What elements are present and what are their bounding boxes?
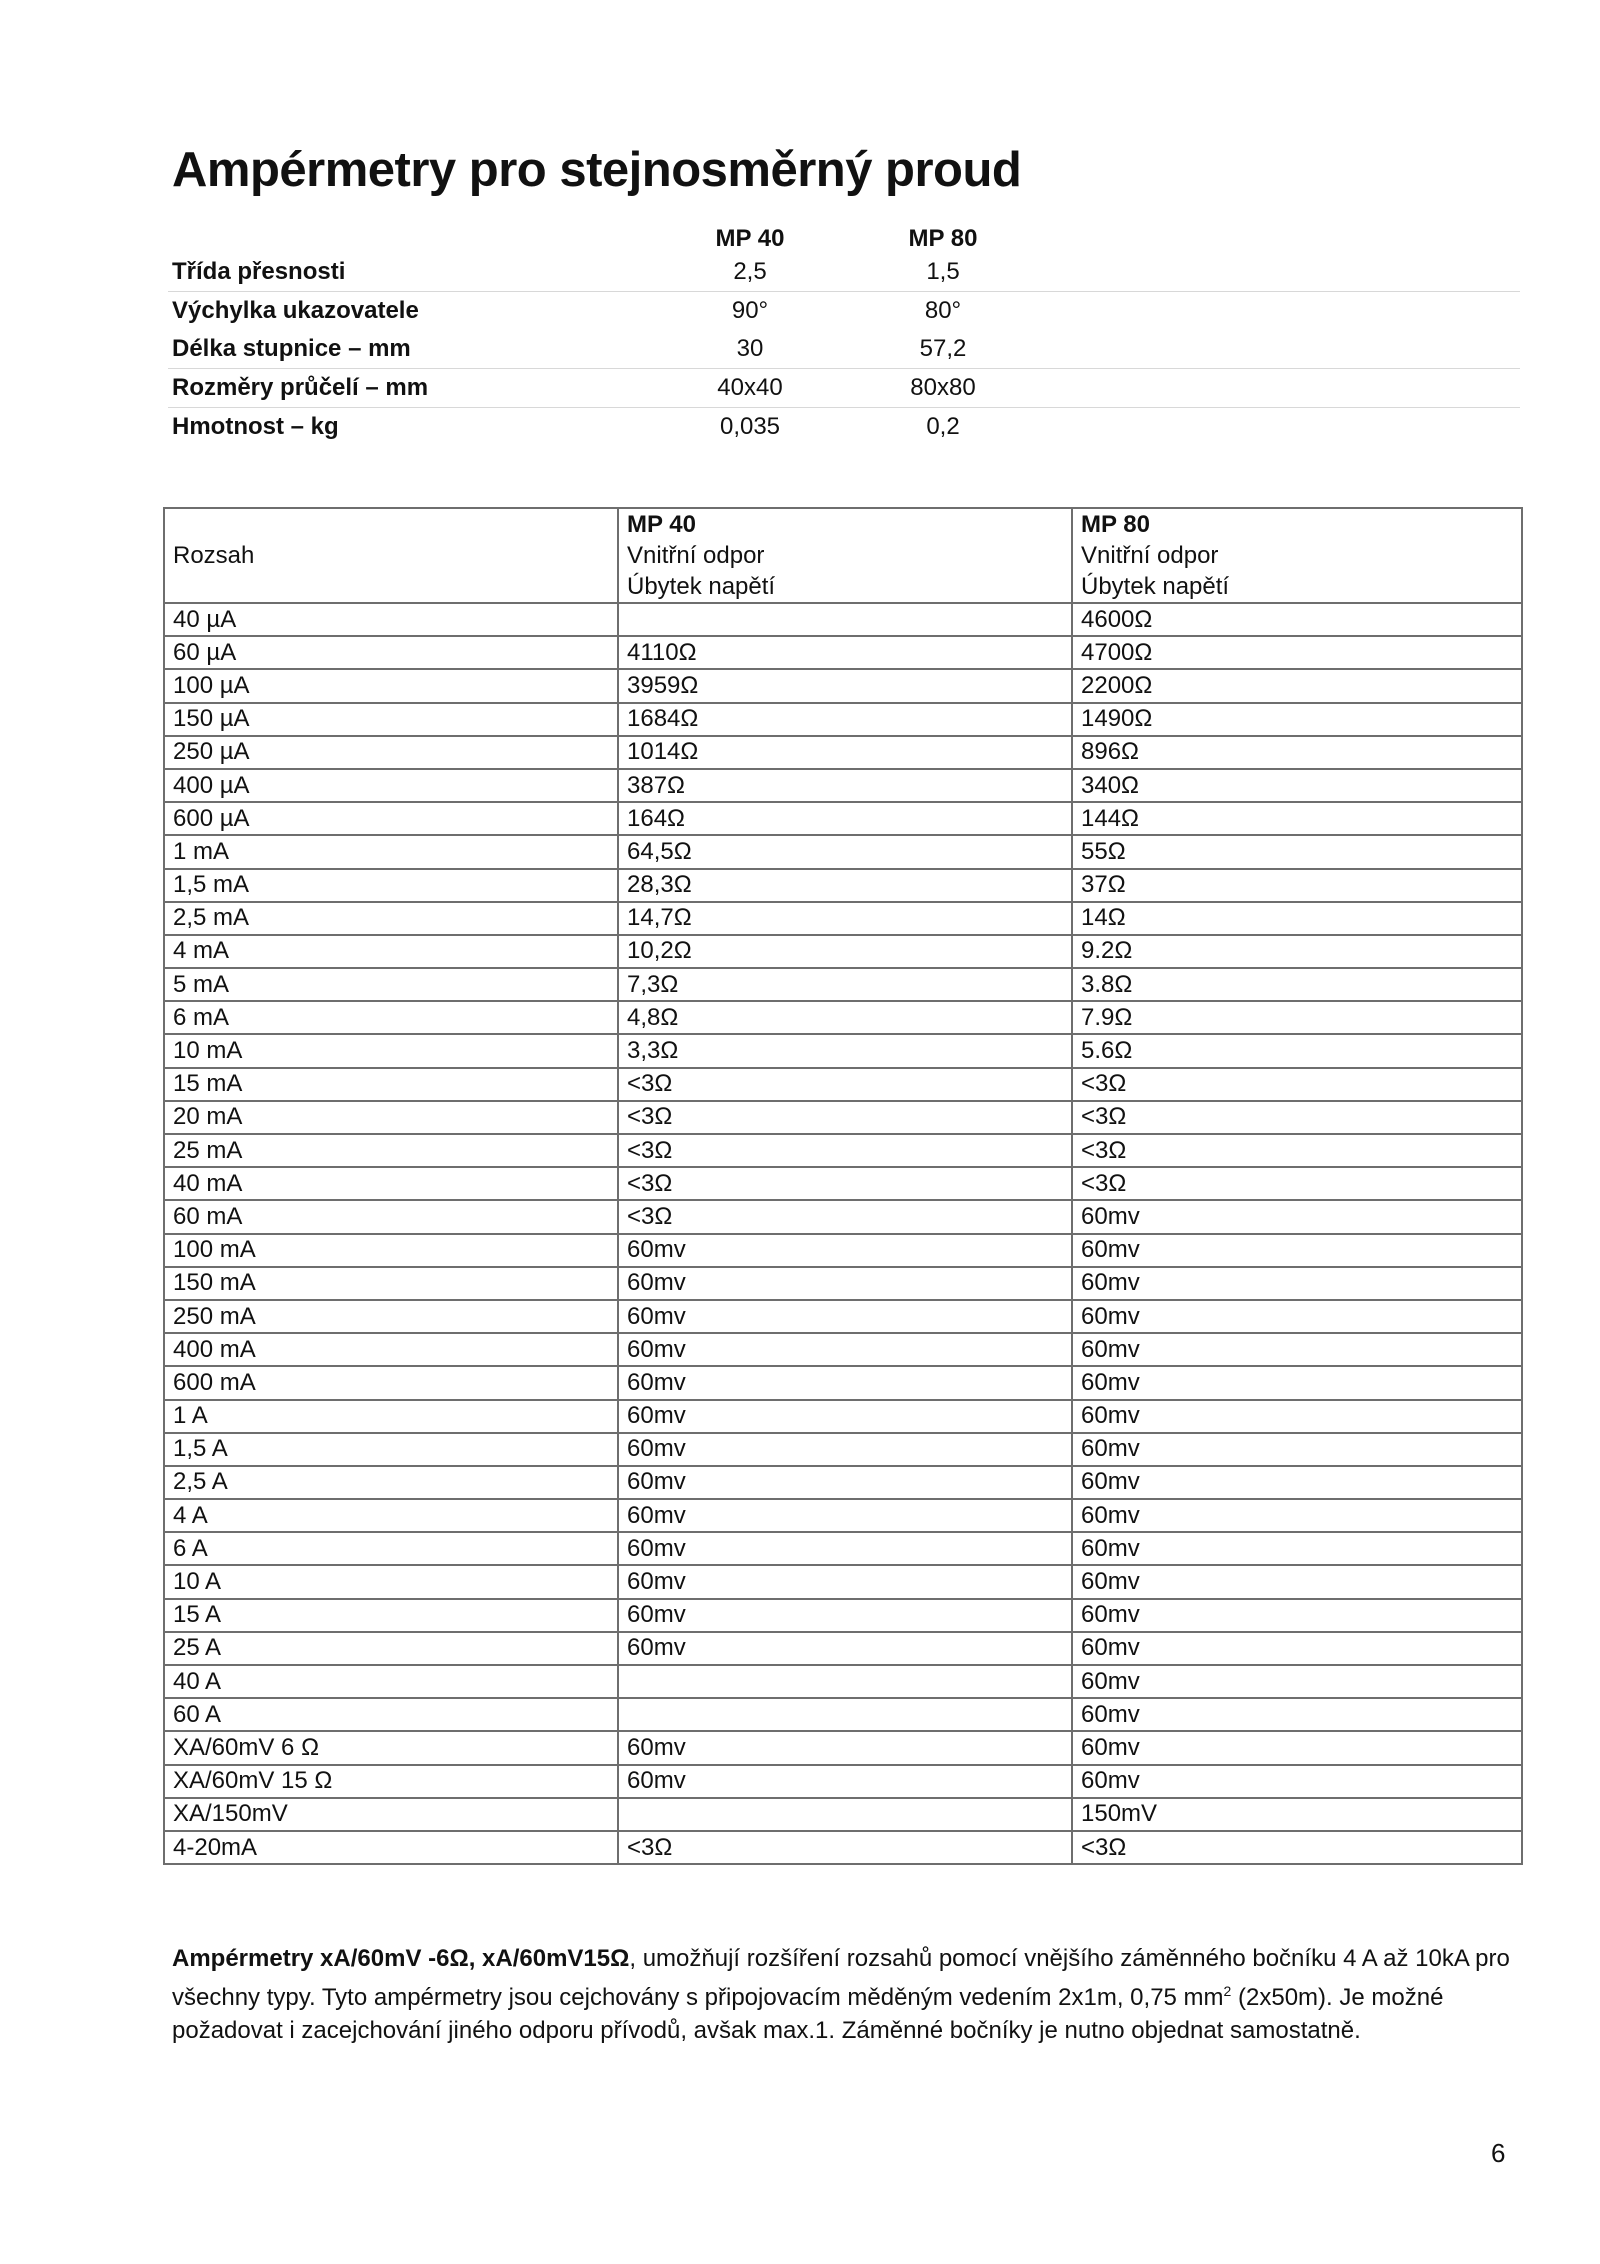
cell-mp80: 60mv <box>1072 1234 1522 1267</box>
table-row <box>164 736 1522 769</box>
table-row <box>164 1101 1522 1134</box>
table-row <box>164 1499 1522 1532</box>
cell-mp40: <3Ω <box>618 1831 1072 1864</box>
cell-mp40: 1014Ω <box>618 736 1072 769</box>
cell-mp80: 60mv <box>1072 1698 1522 1731</box>
spec-row <box>168 253 1520 292</box>
table-row <box>164 1765 1522 1798</box>
cell-mp40: 60mv <box>618 1731 1072 1764</box>
cell-mp80: <3Ω <box>1072 1101 1522 1134</box>
cell-mp40: 60mv <box>618 1300 1072 1333</box>
cell-mp80: <3Ω <box>1072 1167 1522 1200</box>
cell-mp80: 5.6Ω <box>1072 1034 1522 1067</box>
table-row <box>164 1300 1522 1333</box>
cell-mp80: 60mv <box>1072 1765 1522 1798</box>
cell-mp80: 4700Ω <box>1072 636 1522 669</box>
cell-mp80: 60mv <box>1072 1366 1522 1399</box>
cell-mp40: <3Ω <box>618 1167 1072 1200</box>
spec-value-mp40: 2,5 <box>626 253 874 292</box>
table-row <box>164 769 1522 802</box>
spec-value-mp80: 80x80 <box>874 369 1012 408</box>
cell-mp40: 60mv <box>618 1366 1072 1399</box>
cell-range: 40 µA <box>164 603 618 636</box>
cell-mp40: 60mv <box>618 1466 1072 1499</box>
spec-row <box>168 369 1520 408</box>
cell-mp80: 60mv <box>1072 1632 1522 1665</box>
cell-range: 4-20mA <box>164 1831 618 1864</box>
cell-mp40 <box>618 1698 1072 1731</box>
cell-mp80: 144Ω <box>1072 802 1522 835</box>
cell-range: XA/60mV 15 Ω <box>164 1765 618 1798</box>
cell-mp40: 10,2Ω <box>618 935 1072 968</box>
cell-range: 1 A <box>164 1400 618 1433</box>
page-title: Ampérmetry pro stejnosměrný proud <box>172 143 1022 197</box>
spec-value-mp40: 30 <box>626 330 874 369</box>
cell-mp80: 60mv <box>1072 1532 1522 1565</box>
table-row <box>164 869 1522 902</box>
cell-mp40: 4110Ω <box>618 636 1072 669</box>
spec-label: Délka stupnice – mm <box>168 330 626 369</box>
range-table-body <box>164 603 1522 1864</box>
cell-range: 100 µA <box>164 669 618 702</box>
page-number: 6 <box>1491 2138 1506 2168</box>
cell-mp40: 3959Ω <box>618 669 1072 702</box>
cell-mp80: 60mv <box>1072 1665 1522 1698</box>
table-row <box>164 1433 1522 1466</box>
header-mp40: MP 40 Vnitřní odpor Úbytek napětí <box>618 508 1072 603</box>
table-row <box>164 1134 1522 1167</box>
spec-label: Třída přesnosti <box>168 253 626 292</box>
table-row <box>164 802 1522 835</box>
cell-range: XA/150mV <box>164 1798 618 1831</box>
cell-range: XA/60mV 6 Ω <box>164 1731 618 1764</box>
cell-mp80: <3Ω <box>1072 1134 1522 1167</box>
cell-mp80: 55Ω <box>1072 835 1522 868</box>
cell-mp40: <3Ω <box>618 1068 1072 1101</box>
footnote-sup: 2 <box>1223 1983 1232 1999</box>
table-row <box>164 1532 1522 1565</box>
spec-label: Výchylka ukazovatele <box>172 297 419 324</box>
cell-range: 600 mA <box>164 1366 618 1399</box>
cell-mp80: 2200Ω <box>1072 669 1522 702</box>
cell-mp80: 60mv <box>1072 1565 1522 1598</box>
cell-mp80: 60mv <box>1072 1300 1522 1333</box>
cell-range: 1 mA <box>164 835 618 868</box>
cell-range: 6 A <box>164 1532 618 1565</box>
cell-range: 60 A <box>164 1698 618 1731</box>
footnote <box>172 1942 1532 2047</box>
cell-mp80: 9.2Ω <box>1072 935 1522 968</box>
spec-row <box>168 292 1520 331</box>
cell-mp40 <box>618 1798 1072 1831</box>
cell-mp80: 60mv <box>1072 1599 1522 1632</box>
spec-label: Rozměry průčelí – mm <box>168 369 626 408</box>
spec-value-mp80: 1,5 <box>874 253 1012 292</box>
cell-mp80: 340Ω <box>1072 769 1522 802</box>
cell-range: 250 mA <box>164 1300 618 1333</box>
table-row <box>164 1400 1522 1433</box>
table-row <box>164 1366 1522 1399</box>
cell-mp40: 28,3Ω <box>618 869 1072 902</box>
cell-range: 25 A <box>164 1632 618 1665</box>
table-row <box>164 1831 1522 1864</box>
range-table-header <box>164 508 1522 603</box>
table-row <box>164 935 1522 968</box>
table-row <box>164 669 1522 702</box>
cell-range: 60 µA <box>164 636 618 669</box>
cell-range: 400 mA <box>164 1333 618 1366</box>
cell-mp80: 1490Ω <box>1072 703 1522 736</box>
table-row <box>164 1665 1522 1698</box>
cell-mp40: 7,3Ω <box>618 968 1072 1001</box>
range-table <box>163 507 1523 1865</box>
cell-mp80: 60mv <box>1072 1466 1522 1499</box>
cell-range: 6 mA <box>164 1001 618 1034</box>
table-row <box>164 968 1522 1001</box>
table-row <box>164 1167 1522 1200</box>
cell-range: 150 mA <box>164 1267 618 1300</box>
cell-mp40: <3Ω <box>618 1200 1072 1233</box>
cell-range: 4 A <box>164 1499 618 1532</box>
header-range: Rozsah <box>164 508 618 603</box>
table-row <box>164 1632 1522 1665</box>
table-row <box>164 636 1522 669</box>
cell-range: 150 µA <box>164 703 618 736</box>
cell-mp40: 387Ω <box>618 769 1072 802</box>
spec-value-mp40: 90° <box>731 297 769 324</box>
cell-mp80: 60mv <box>1072 1333 1522 1366</box>
cell-range: 100 mA <box>164 1234 618 1267</box>
spec-value-mp80: 80° <box>924 297 962 324</box>
cell-mp80: 150mV <box>1072 1798 1522 1831</box>
cell-mp80: 14Ω <box>1072 902 1522 935</box>
table-row <box>164 1466 1522 1499</box>
cell-mp40: 60mv <box>618 1565 1072 1598</box>
cell-mp40: 60mv <box>618 1267 1072 1300</box>
cell-range: 60 mA <box>164 1200 618 1233</box>
cell-mp40 <box>618 1665 1072 1698</box>
cell-mp80: 896Ω <box>1072 736 1522 769</box>
table-row <box>164 1267 1522 1300</box>
cell-mp40: 4,8Ω <box>618 1001 1072 1034</box>
spec-label: Hmotnost – kg <box>172 413 339 440</box>
cell-range: 15 A <box>164 1599 618 1632</box>
cell-range: 40 A <box>164 1665 618 1698</box>
cell-mp80: 3.8Ω <box>1072 968 1522 1001</box>
cell-mp40: 1684Ω <box>618 703 1072 736</box>
spec-row <box>168 408 1520 447</box>
footnote-text-1: , umožňují rozšíření rozsahů pomocí vnějšího záměnného bočníku 4 A až 10kA pro všechny typy. Tyto ampérmetry jsou cejchovány s připojovacím měděným vedením 2x1m, 0,75 mm <box>172 1945 1510 2011</box>
table-row <box>164 703 1522 736</box>
cell-mp40 <box>618 603 1072 636</box>
cell-range: 10 A <box>164 1565 618 1598</box>
cell-range: 600 µA <box>164 802 618 835</box>
table-row <box>164 1798 1522 1831</box>
spec-row <box>168 330 1520 369</box>
cell-mp80: 60mv <box>1072 1731 1522 1764</box>
cell-range: 2,5 mA <box>164 902 618 935</box>
cell-mp40: 14,7Ω <box>618 902 1072 935</box>
table-row <box>164 1001 1522 1034</box>
cell-mp80: 4600Ω <box>1072 603 1522 636</box>
cell-mp40: 60mv <box>618 1333 1072 1366</box>
cell-range: 5 mA <box>164 968 618 1001</box>
table-row <box>164 902 1522 935</box>
cell-mp40: 60mv <box>618 1632 1072 1665</box>
cell-range: 400 µA <box>164 769 618 802</box>
cell-mp40: <3Ω <box>618 1134 1072 1167</box>
spec-table <box>168 223 1520 446</box>
cell-mp40: 60mv <box>618 1499 1072 1532</box>
cell-mp40: 60mv <box>618 1433 1072 1466</box>
cell-mp80: 60mv <box>1072 1433 1522 1466</box>
table-row <box>164 603 1522 636</box>
cell-range: 2,5 A <box>164 1466 618 1499</box>
table-row <box>164 1068 1522 1101</box>
table-row <box>164 1200 1522 1233</box>
table-row <box>164 1565 1522 1598</box>
cell-mp40: <3Ω <box>618 1101 1072 1134</box>
cell-range: 4 mA <box>164 935 618 968</box>
cell-range: 1,5 A <box>164 1433 618 1466</box>
cell-mp80: 60mv <box>1072 1499 1522 1532</box>
cell-mp40: 60mv <box>618 1599 1072 1632</box>
cell-mp40: 60mv <box>618 1234 1072 1267</box>
table-row <box>164 1731 1522 1764</box>
cell-mp40: 60mv <box>618 1532 1072 1565</box>
spec-header-row <box>168 223 1520 253</box>
spec-value-mp80: 57,2 <box>874 330 1012 369</box>
cell-range: 40 mA <box>164 1167 618 1200</box>
cell-mp80: 60mv <box>1072 1267 1522 1300</box>
table-row <box>164 1333 1522 1366</box>
spec-col-mp40: MP 40 <box>715 225 785 252</box>
cell-range: 10 mA <box>164 1034 618 1067</box>
cell-mp40: 60mv <box>618 1400 1072 1433</box>
cell-mp40: 60mv <box>618 1765 1072 1798</box>
cell-range: 250 µA <box>164 736 618 769</box>
cell-range: 1,5 mA <box>164 869 618 902</box>
cell-mp40: 3,3Ω <box>618 1034 1072 1067</box>
spec-col-mp80: MP 80 <box>908 225 978 252</box>
cell-mp40: 164Ω <box>618 802 1072 835</box>
cell-mp80: <3Ω <box>1072 1831 1522 1864</box>
table-row <box>164 1034 1522 1067</box>
cell-range: 15 mA <box>164 1068 618 1101</box>
table-row <box>164 1599 1522 1632</box>
footnote-text-2: (2x50m). Je možné požadovat i zacejchování jiného odporu přívodů, avšak max.1. Záměnné bočníky je nutno objednat samostatně. <box>172 1984 1444 2044</box>
table-row <box>164 1234 1522 1267</box>
cell-range: 25 mA <box>164 1134 618 1167</box>
table-row <box>164 1698 1522 1731</box>
header-mp80: MP 80 Vnitřní odpor Úbytek napětí <box>1072 508 1522 603</box>
cell-mp80: 60mv <box>1072 1400 1522 1433</box>
spec-value-mp80: 0,2 <box>926 413 960 440</box>
footnote-bold: Ampérmetry xA/60mV -6Ω, xA/60mV15Ω <box>172 1945 630 1972</box>
cell-mp80: <3Ω <box>1072 1068 1522 1101</box>
cell-mp80: 60mv <box>1072 1200 1522 1233</box>
cell-mp80: 7.9Ω <box>1072 1001 1522 1034</box>
spec-value-mp40: 40x40 <box>626 369 874 408</box>
cell-range: 20 mA <box>164 1101 618 1134</box>
table-row <box>164 835 1522 868</box>
cell-mp40: 64,5Ω <box>618 835 1072 868</box>
spec-value-mp40: 0,035 <box>719 413 781 440</box>
cell-mp80: 37Ω <box>1072 869 1522 902</box>
